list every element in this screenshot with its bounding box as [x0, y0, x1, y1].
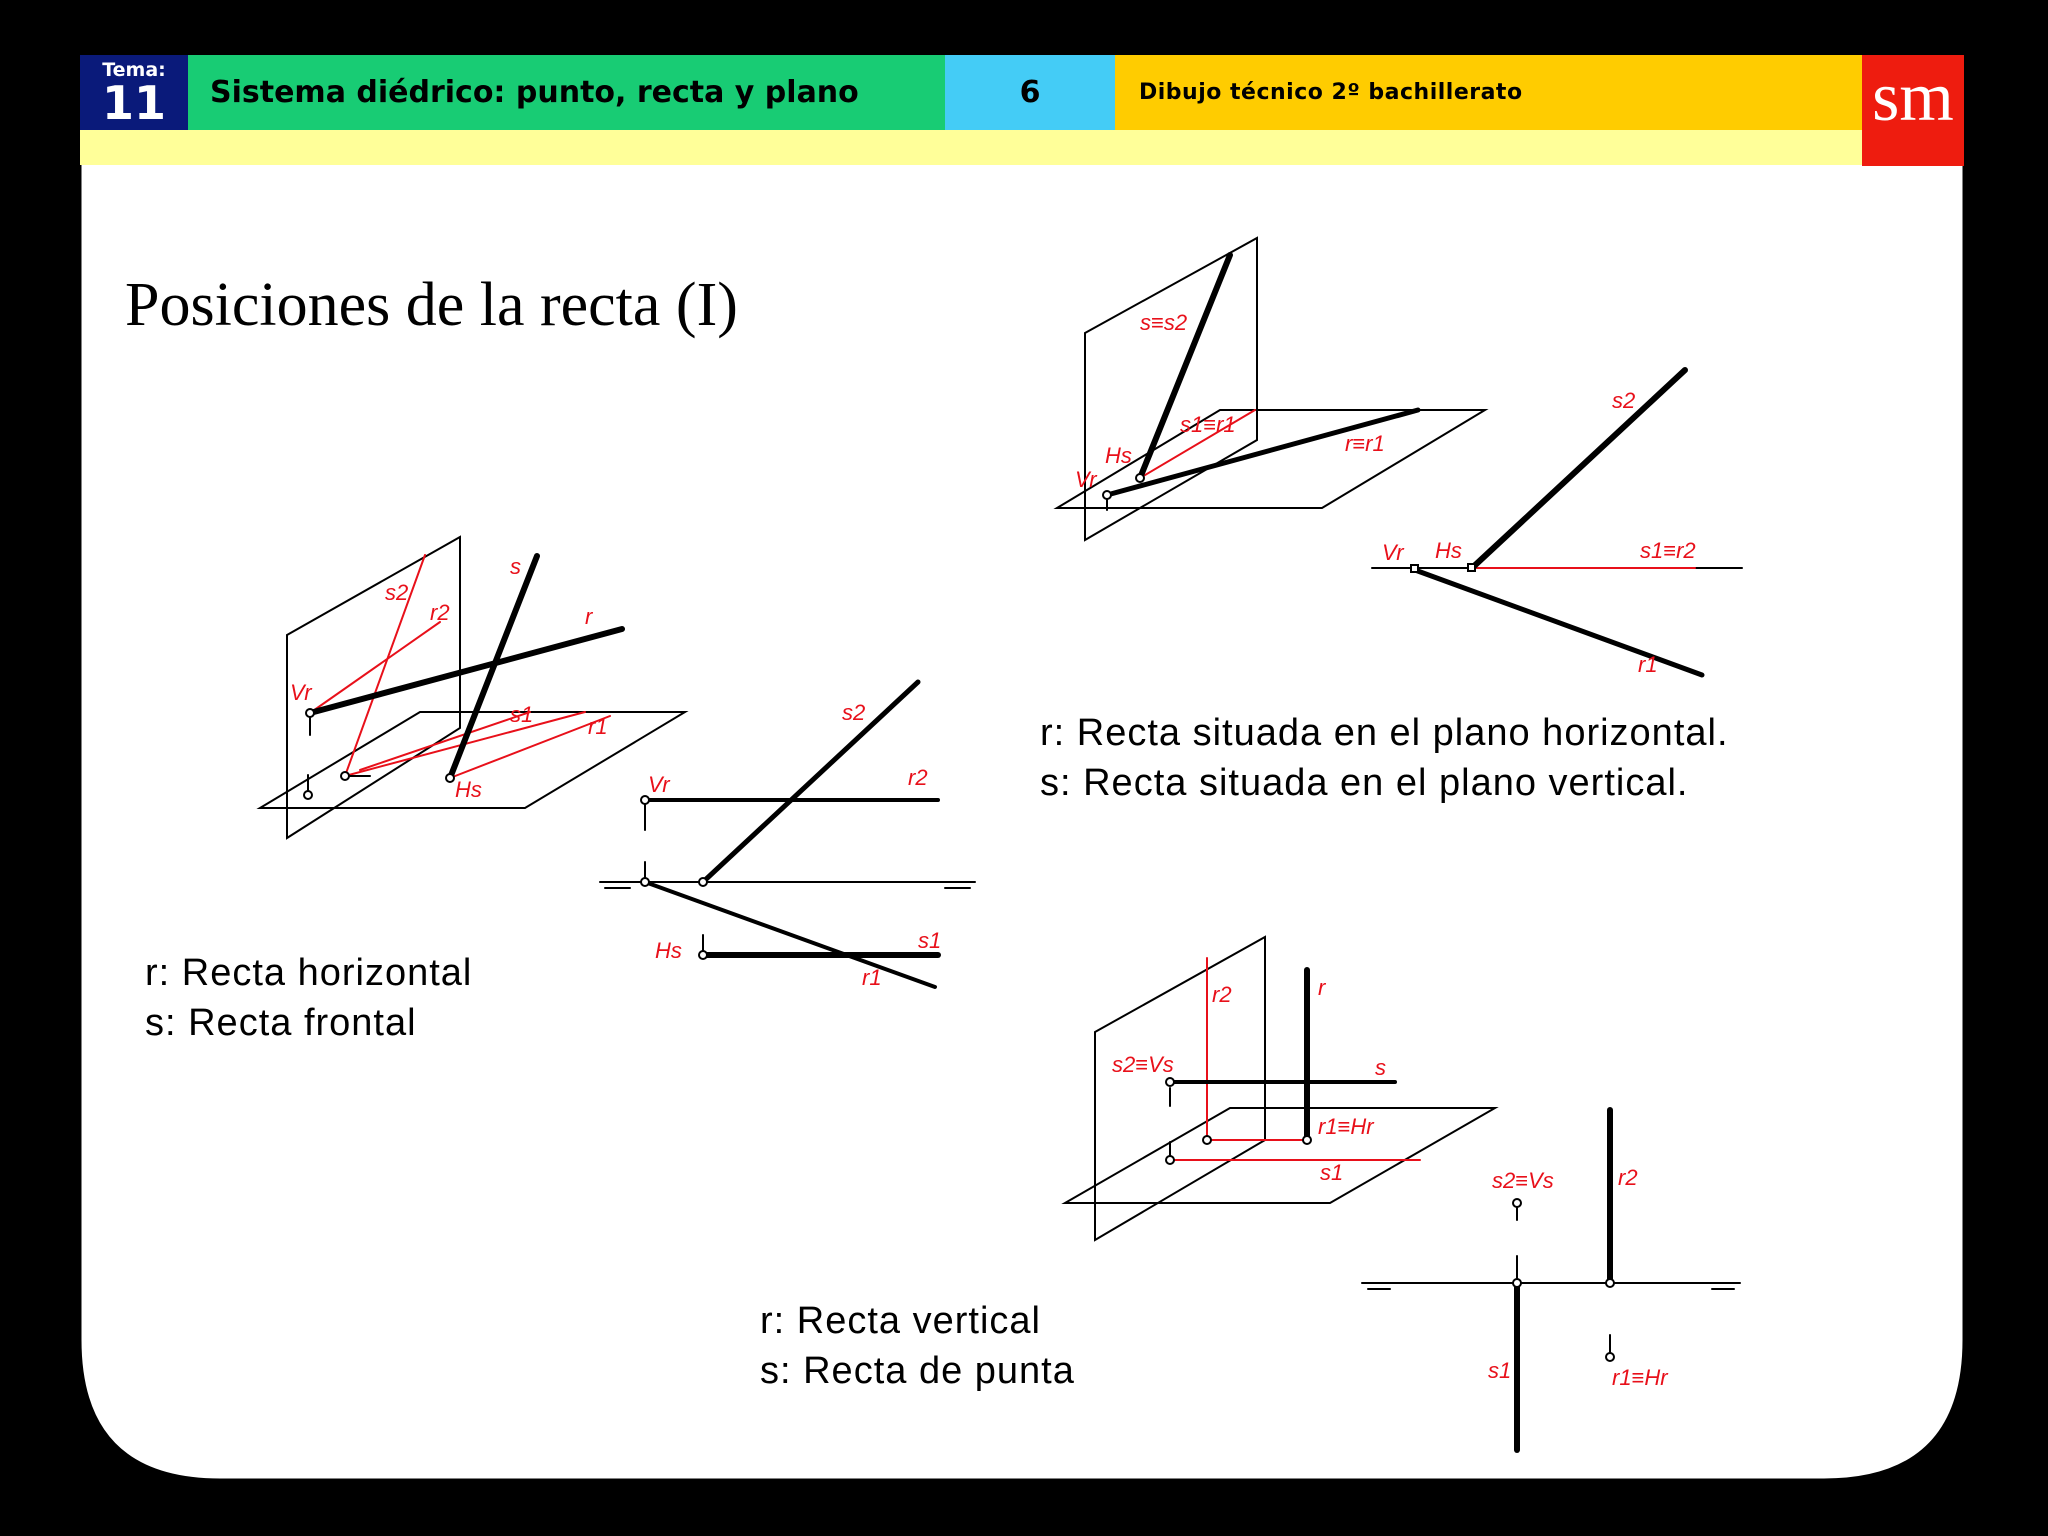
label: r1≡Hr: [1612, 1365, 1668, 1390]
point-hs: [1468, 564, 1475, 571]
label: r1: [1638, 652, 1658, 677]
diagram-3d-vertical-punta: [1065, 937, 1495, 1240]
label: s2: [1612, 388, 1636, 413]
line-r1: [1415, 570, 1702, 675]
label: r2: [1212, 982, 1232, 1007]
label: r2: [430, 600, 450, 625]
tema-label: Tema:: [102, 58, 166, 81]
label: Hs: [1435, 538, 1462, 563]
label: Vr: [648, 772, 670, 797]
point-vs: [1513, 1199, 1521, 1207]
diagram-3d-in-planes: [1057, 238, 1485, 540]
label: Vr: [1382, 540, 1404, 565]
point-ground: [341, 772, 349, 780]
topic-title: Sistema diédrico: punto, recta y plano: [188, 55, 945, 130]
label: s2≡Vs: [1112, 1052, 1174, 1077]
diagram-2-labels: [648, 700, 941, 990]
label: r1≡Hr: [1318, 1114, 1374, 1139]
label: s1: [918, 928, 942, 953]
point-vr: [1411, 565, 1418, 572]
label: s1: [1320, 1160, 1344, 1185]
label: r2: [1618, 1165, 1638, 1190]
tema-number: 11: [101, 75, 166, 130]
label: r2: [908, 765, 928, 790]
label: s1≡r2: [1640, 538, 1696, 563]
publisher-logo: sm: [1862, 55, 1964, 166]
horizontal-plane: [1065, 1108, 1495, 1203]
diagram-3-labels: [1075, 310, 1385, 492]
label: r1: [862, 965, 882, 990]
caption-line: r: Recta vertical: [760, 1300, 1041, 1342]
label: s1: [510, 702, 534, 727]
label: r1: [588, 714, 608, 739]
point-vr: [306, 709, 314, 717]
label: s2: [385, 580, 409, 605]
caption-line: s: Recta frontal: [145, 1002, 417, 1044]
label: s: [1375, 1055, 1386, 1080]
label: Vr: [290, 680, 312, 705]
label: Hs: [455, 777, 482, 802]
line-s: [450, 556, 537, 778]
vertical-plane: [1095, 937, 1265, 1240]
point-vr: [641, 796, 649, 804]
label: r: [585, 604, 593, 629]
point-vs: [1166, 1078, 1174, 1086]
line-r: [310, 629, 622, 713]
line-s2: [703, 682, 918, 882]
page-number: 6: [945, 55, 1115, 130]
point-vr: [1103, 491, 1111, 499]
point-ground: [699, 878, 707, 886]
label: Vr: [1075, 467, 1097, 492]
caption-line: s: Recta situada en el plano vertical.: [1040, 762, 1689, 804]
point-ground: [1606, 1279, 1614, 1287]
point-ground: [1513, 1279, 1521, 1287]
diagram-2d-in-planes: [1372, 370, 1742, 675]
point-hs: [1136, 474, 1144, 482]
diagram-4-labels: [1382, 388, 1696, 677]
page-heading: Posiciones de la recta (I): [125, 271, 738, 339]
line-s: [1140, 255, 1230, 478]
caption-line: r: Recta horizontal: [145, 952, 473, 994]
label: s2≡Vs: [1492, 1168, 1554, 1193]
point-ground: [1166, 1156, 1174, 1164]
label: s≡s2: [1140, 310, 1188, 335]
subject-label: Dibujo técnico 2º bachillerato: [1115, 55, 1862, 130]
label: s1≡r1: [1180, 412, 1236, 437]
caption-line: r: Recta situada en el plano horizontal.: [1040, 712, 1729, 754]
point-ground: [1203, 1136, 1211, 1144]
line-r1: [645, 882, 935, 987]
label: r≡r1: [1345, 431, 1385, 456]
point-hr: [1606, 1353, 1614, 1361]
point-hs: [699, 951, 707, 959]
label: s: [510, 554, 521, 579]
label: Hs: [655, 938, 682, 963]
caption-line: s: Recta de punta: [760, 1350, 1075, 1392]
point-ground: [641, 878, 649, 886]
label: Hs: [1105, 443, 1132, 468]
label: s2: [842, 700, 866, 725]
point-ground: [304, 791, 312, 799]
point-hr: [1303, 1136, 1311, 1144]
label: s1: [1488, 1358, 1512, 1383]
label: r: [1318, 975, 1326, 1000]
vertical-plane: [287, 537, 460, 838]
point-hs: [446, 774, 454, 782]
